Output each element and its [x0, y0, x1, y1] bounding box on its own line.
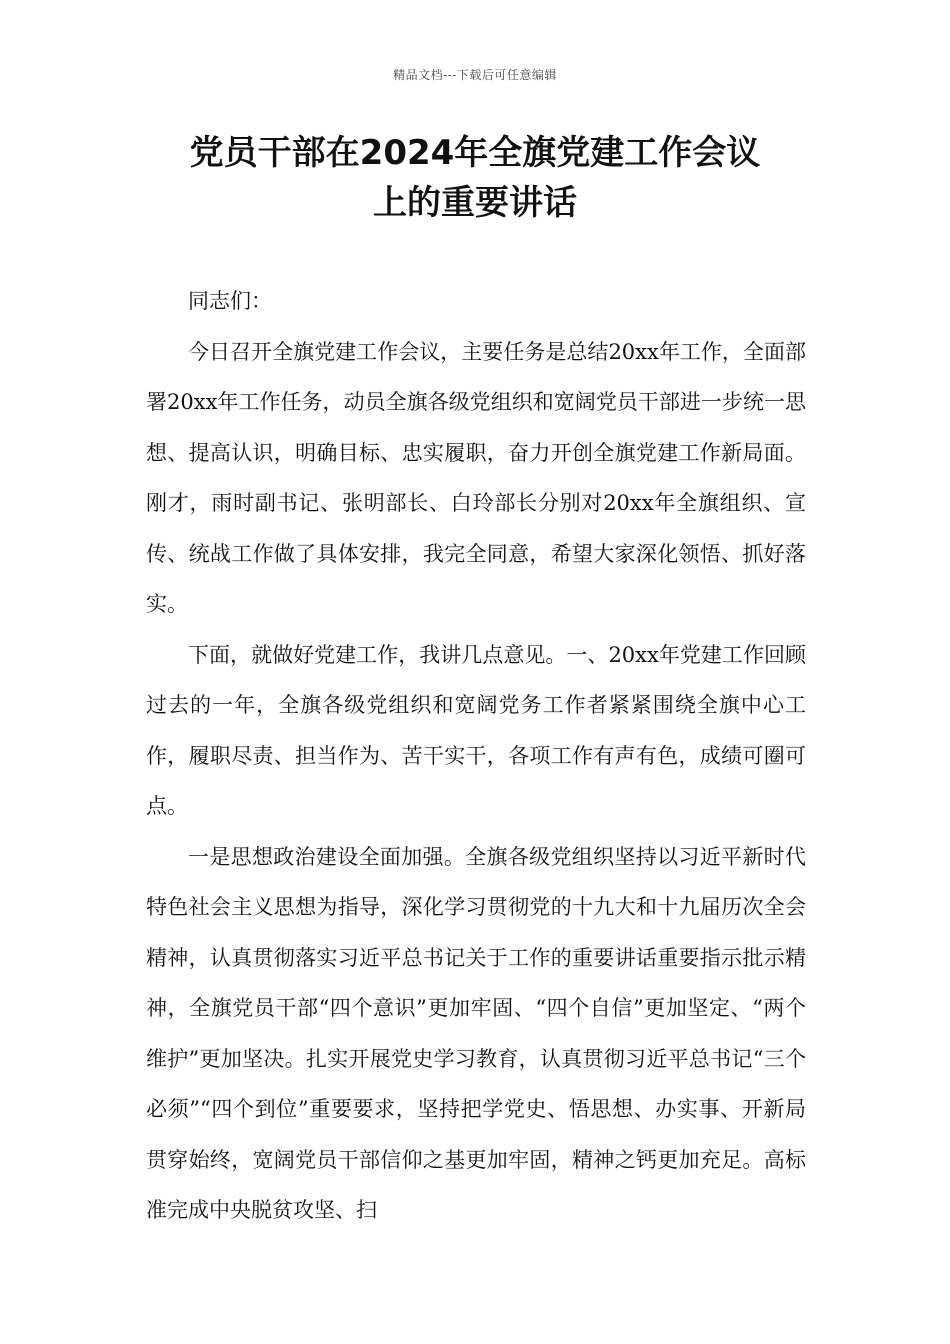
paragraph-intro: 今日召开全旗党建工作会议，主要任务是总结20xx年工作，全面部署20xx年工作任务，动员全旗各级党组织和宽阔党员干部进一步统一思想、提高认识，明确目标、忠实履职，奋力开创全旗党建工作新局面。刚才，雨时副书记、张明部长、白玲部长分别对20xx年全旗组织、宣传、统战工作做了具体安排，我完全同意，希望大家深化领悟、抓好落实。 — [146, 339, 806, 616]
title-line-2: 上的重要讲话 — [373, 183, 577, 223]
title-line-1: 党员干部在2024年全旗党建工作会议 — [189, 133, 761, 173]
document-title — [120, 128, 830, 228]
header-note: 精品文档---下载后可任意编辑 — [393, 68, 557, 82]
document-body — [146, 276, 848, 1236]
paragraph-review: 下面，就做好党建工作，我讲几点意见。一、20xx年党建工作回顾 过去的一年，全旗各级党组织和宽阔党务工作者紧紧围绕全旗中心工作，履职尽责、担当作为、苦干实干，各项工作有声有色，成绩可圈可点。 — [146, 642, 848, 818]
salutation: 同志们： — [188, 289, 272, 313]
paragraph-political: 一是思想政治建设全面加强。全旗各级党组织坚持以习近平新时代特色社会主义思想为指导，深化学习贯彻党的十九大和十九届历次全会精神，认真贯彻落实习近平总书记关于工作的重要讲话重要指示批示精神，全旗党员干部“四个意识”更加牢固、“四个自信”更加坚定、“两个维护”更加坚决。扎实开展党史学习教育，认真贯彻习近平总书记“三个必须”“四个到位”重要要求，坚持把学党史、悟思想、办实事、开新局贯穿始终，宽阔党员干部信仰之基更加牢固，精神之钙更加充足。高标准完成中央脱贫攻坚、扫 — [146, 844, 806, 1222]
